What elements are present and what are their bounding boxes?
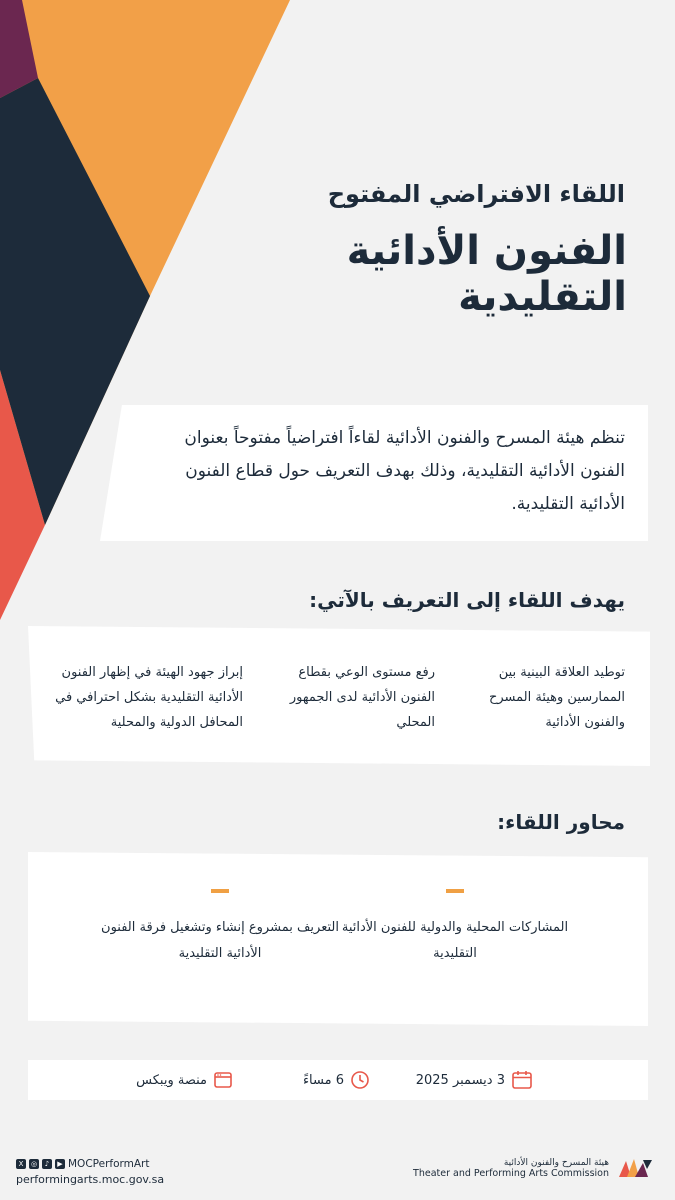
goal-item-3: إبراز جهود الهيئة في إظهار الفنون الأدائية التقليدية بشكل احترافي في المحافل الدولية والمحلية [55, 665, 243, 730]
clock-icon [350, 1070, 370, 1090]
browser-icon [213, 1070, 233, 1090]
axis-marker-1 [446, 889, 464, 893]
axis-item-2: التعريف بمشروع إنشاء وتشغيل فرقة الفنون الأدائية التقليدية [101, 920, 339, 961]
intro-text: تنظم هيئة المسرح والفنون الأدائية لقاءاً افتراضياً مفتوحاً بعنوان الفنون الأدائية التقليدية، وذلك بهدف التعريف حول قطاع الفنون الأدائية التقليدية. [184, 428, 625, 514]
event-time [303, 1068, 370, 1092]
org-name-ar: هيئة المسرح والفنون الأدائية [503, 1157, 609, 1168]
instagram-icon[interactable]: ◎ [30, 1160, 38, 1168]
youtube-icon[interactable]: ▶ [55, 1159, 65, 1169]
event-date [416, 1068, 533, 1092]
axis-item-1: المشاركات المحلية والدولية للفنون الأدائية التقليدية [341, 920, 569, 961]
event-platform-text: منصة ويبكس [136, 1072, 207, 1088]
event-time-text: 6 مساءً [302, 1072, 344, 1088]
social-links [16, 1158, 150, 1170]
website-url[interactable]: performingarts.moc.gov.sa [16, 1173, 165, 1186]
social-handle[interactable]: MOCPerformArt [68, 1158, 150, 1170]
event-date-text: 3 ديسمبر 2025 [415, 1072, 505, 1088]
calendar-icon [511, 1070, 533, 1090]
event-platform [136, 1068, 233, 1092]
event-subtitle: اللقاء الافتراضي المفتوح [327, 180, 625, 208]
tiktok-icon[interactable]: ♪ [42, 1159, 52, 1169]
org-name-en: Theater and Performing Arts Commission [413, 1167, 609, 1179]
goal-item-1: توطيد العلاقة البينية بين الممارسين وهيئة المسرح والفنون الأدائية [488, 665, 625, 730]
goals-heading: يهدف اللقاء إلى التعريف بالآتي: [309, 588, 625, 612]
commission-logo-icon [617, 1157, 653, 1179]
x-icon[interactable]: X [16, 1159, 26, 1169]
org-logo [413, 1157, 653, 1179]
axis-marker-2 [211, 889, 229, 893]
axes-heading: محاور اللقاء: [497, 810, 625, 834]
goal-item-2: رفع مستوى الوعي بقطاع الفنون الأدائية لدى الجمهور المحلي [289, 665, 435, 730]
page-title: الفنون الأدائية التقليدية [346, 228, 627, 320]
